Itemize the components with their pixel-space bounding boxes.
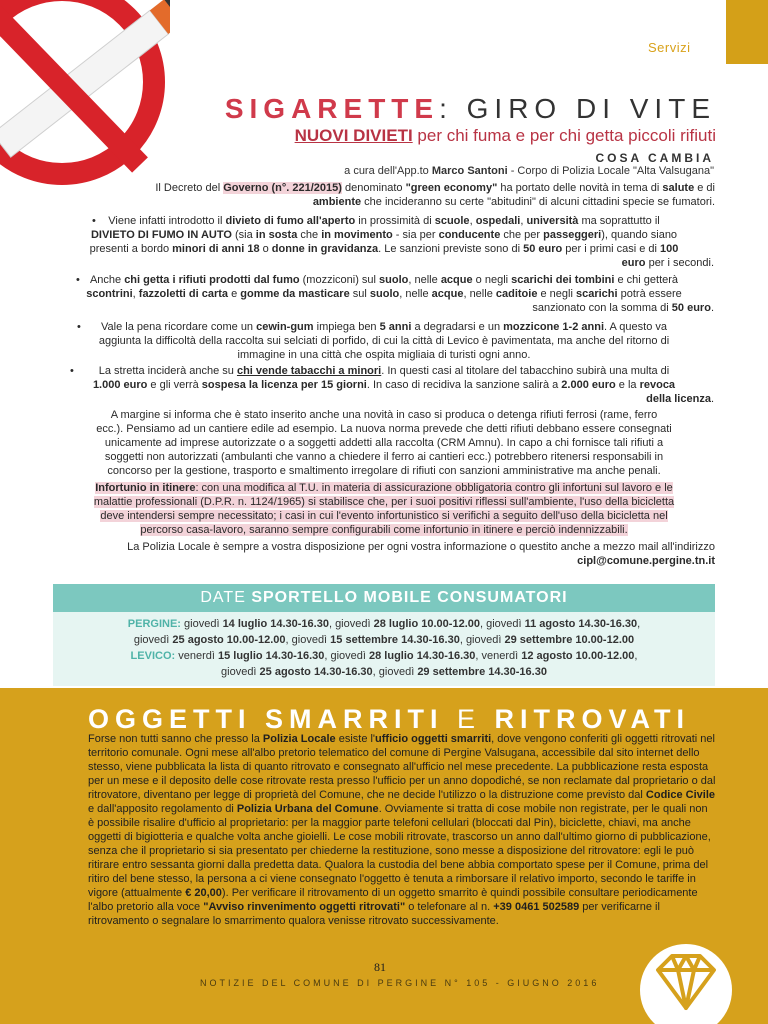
credit-suffix: - Corpo di Polizia Locale "Alta Valsugana": [507, 165, 714, 177]
sportello-dates: [53, 612, 715, 686]
paragraph-smoking-ban-end: euro per i secondi.: [621, 257, 714, 269]
title-rest: : GIRO DI VITE: [439, 93, 716, 124]
credit-prefix: a cura dell'App.to: [344, 165, 432, 177]
paragraph-litter-end: sanzionato con la somma di 50 euro.: [532, 302, 714, 314]
section-tab: [726, 0, 768, 64]
levico-dates-line2: giovedì 25 agosto 14.30-16.30, giovedì 29 settembre 14.30-16.30: [221, 666, 547, 678]
title-accent: SIGARETTE: [224, 93, 440, 124]
article-title: [225, 93, 716, 125]
bullet: •: [70, 365, 74, 377]
sportello-header: [53, 584, 715, 612]
article-subtitle: [295, 126, 716, 146]
publication-footer: NOTIZIE DEL COMUNE DI PERGINE N° 105 - GIUGNO 2016: [200, 978, 600, 988]
credit-name: Marco Santoni: [431, 165, 508, 177]
paragraph-degradation: Vale la pena ricordare come un cewin-gum impiega ben 5 anni a degradarsi e un mozzicone 1-2 anni. A questo va aggiunta la difficoltà della raccolta sui selciati di porfido, di cui la città di Levico è pavimentata, ma anche del ritorno di immagine in una città che ospita migliaia di turisti ogni anno.: [98, 321, 670, 361]
paragraph-decree: Il Decreto del Governo (n°. 221/2015) denominato "green economy" ha portato delle novità in tema di salute e di ambiente che incideranno su certe "abitudini" di alcuni cittadini specie se fumatori.: [155, 182, 715, 208]
author-credit: [344, 165, 714, 177]
levico-dates-line1: LEVICO: venerdì 15 luglio 14.30-16.30, giovedì 28 luglio 14.30-16.30, venerdì 12 agosto 10.00-12.00,: [130, 650, 638, 662]
paragraph-ferrous-waste: A margine si informa che è stato inserito anche una novità in caso si produca o detenga rifiuti ferrosi (rame, ferro ecc.). Pensiamo ad un cantiere edile ad esempio. La nuova norma prevede che detti rifiuti debbano essere consegnati unicamente ad imprese autorizzate o a soggetti addetti alla raccolta (CRM Amnu). In capo a chi fornisce tali rifiuti a soggetti non autorizzati (ambulanti che vanno a chiedere il ferro ai cantieri ecc.) potrebbero ritenersi responsabili in concorso per la gestione, trasporto e smaltimento irregolare di rifiuti con sanzioni amministrative ma anche penali.: [96, 409, 672, 477]
paragraph-litter: Anche chi getta i rifiuti prodotti dal fumo (mozziconi) sul suolo, nelle acque o negli scarichi dei tombini e chi getterà scontrini, fazzoletti di carta e gomme da masticare sul suolo, nelle acque, nelle caditoie e negli scarichi potrà essere: [86, 274, 682, 300]
sportello-title: DATE SPORTELLO MOBILE CONSUMATORI: [200, 589, 568, 606]
paragraph-smoking-ban: Viene infatti introdotto il divieto di fumo all'aperto in prossimità di scuole, ospedali, università ma soprattutto il DIVIETO DI FUMO IN AUTO (sia in sosta che in movimento - sia per conducente che per passeggeri), quando siano presenti a bordo minori di anni 18 o donne in gravidanza. Le sanzioni previste sono di 50 euro per i primi casi e di 100: [89, 215, 679, 255]
contact-email[interactable]: cipl@comune.pergine.tn.it: [577, 555, 715, 567]
lost-found-text: Forse non tutti sanno che presso la Polizia Locale esiste l'ufficio oggetti smarriti, dove vengono conferiti gli oggetti ritrovati nel territorio comunale. Ogni mese all'albo pretorio telematico del comune di Pergine Valsugana, accessibile dal sito internet dello stesso, viene pubblicata la lista di quanto ritrovato e consegnato all'ufficio nel mese precedente. La pubblicazione resta esposta per un mese e il deposito delle cose ritrovate resta presso l'ufficio per un anno dopodiché, se non reclamate dal proprietario o dal ritrovatore, diventano per legge di proprietà del Comune, che ne decide l'utilizzo o la distruzione come previsto dal Codice Civile e dall'apposito regolamento di Polizia Urbana del Comune. Ovviamente si tratta di cose mobile non registrate, per le quali non è possibile risalire d'ufficio al proprietario: per la maggior parte telefoni cellulari (bloccati dal Pin), biciclette, chiavi, ma anche oggetti di bigiotteria e qualche volta anche gioielli. Le cose mobili ritrovate, trascorso un anno dall'ultimo giorno di pubblicazione, senza che il proprietario si sia presentato per chiederne la restituzione, sono messe a disposizione del ritrovatore: egli le può ritirare entro sessanta giorni dalla predetta data. Qualora la custodia del bene abbia comportato spese per il Comune, prima del ritiro del bene stesso, la persona a ci viene consegnato l'oggetto è tenuta a rimborsare il relativo importo, secondo le tariffe in vigore (attualmente € 20,00). Per verificare il ritrovamento di un oggetto smarrito è quindi possibile consultare periodicamente l'albo pretorio alla voce "Avviso rinvenimento oggetti ritrovati" o telefonare al n. +39 0461 502589 per verificarne il ritrovamento o segnalare lo smarrimento qualora venisse ritrovato successivamente.: [88, 733, 716, 927]
paragraph-tobacco-end: della licenza.: [646, 393, 714, 405]
paragraph-tobacco-minors: La stretta inciderà anche su chi vende tabacchi a minori. In questi casi al titolare del tabacchino subirà una multa di 1.000 euro e gli verrà sospesa la licenza per 15 giorni. In caso di recidiva la sanzione salirà a 2.000 euro e la revoca: [92, 365, 676, 391]
bullet: •: [76, 274, 80, 286]
section-label: Servizi: [648, 40, 691, 55]
subtitle-underlined: NUOVI DIVIETI: [294, 126, 413, 145]
diamond-icon: [636, 936, 736, 1024]
pergine-dates-line1: PERGINE: giovedì 14 luglio 14.30-16.30, giovedì 28 luglio 10.00-12.00, giovedì 11 agosto 14.30-16.30,: [127, 618, 641, 630]
bullet: •: [77, 321, 81, 333]
bullet: •: [92, 215, 96, 227]
paragraph-contact: La Polizia Locale è sempre a vostra disposizione per ogni vostra informazione o questito anche a mezzo mail all'indirizzo cipl@comune.pergine.tn.it: [127, 541, 715, 567]
lost-found-title: OGGETTI SMARRITI E RITROVATI: [88, 704, 691, 734]
no-smoking-icon: [0, 0, 170, 190]
kicker: COSA CAMBIA: [595, 151, 714, 165]
subtitle-rest: per chi fuma e per chi getta piccoli rifiuti: [412, 126, 716, 145]
page-number: 81: [374, 960, 386, 974]
paragraph-commute-injury: Infortunio in itinere: con una modifica al T.U. in materia di assicurazione obbligatoria contro gli infortuni sul lavoro e le malattie professionali (D.P.R. n. 1124/1965) si stabilisce che, per i suoi positivi riflessi sull'ambiente, l'uso della bicicletta deve intendersi sempre necessitato; i casi in cui l'evento infortunistico si verifichi a seguito dell'uso della bicicletta nel percorso casa-lavoro, saranno sempre configurabili come infortunio in itinere e perciò indennizzabili.: [93, 482, 675, 536]
pergine-dates-line2: giovedì 25 agosto 10.00-12.00, giovedì 15 settembre 14.30-16.30, giovedì 29 settembre 10.00-12.00: [133, 634, 635, 646]
